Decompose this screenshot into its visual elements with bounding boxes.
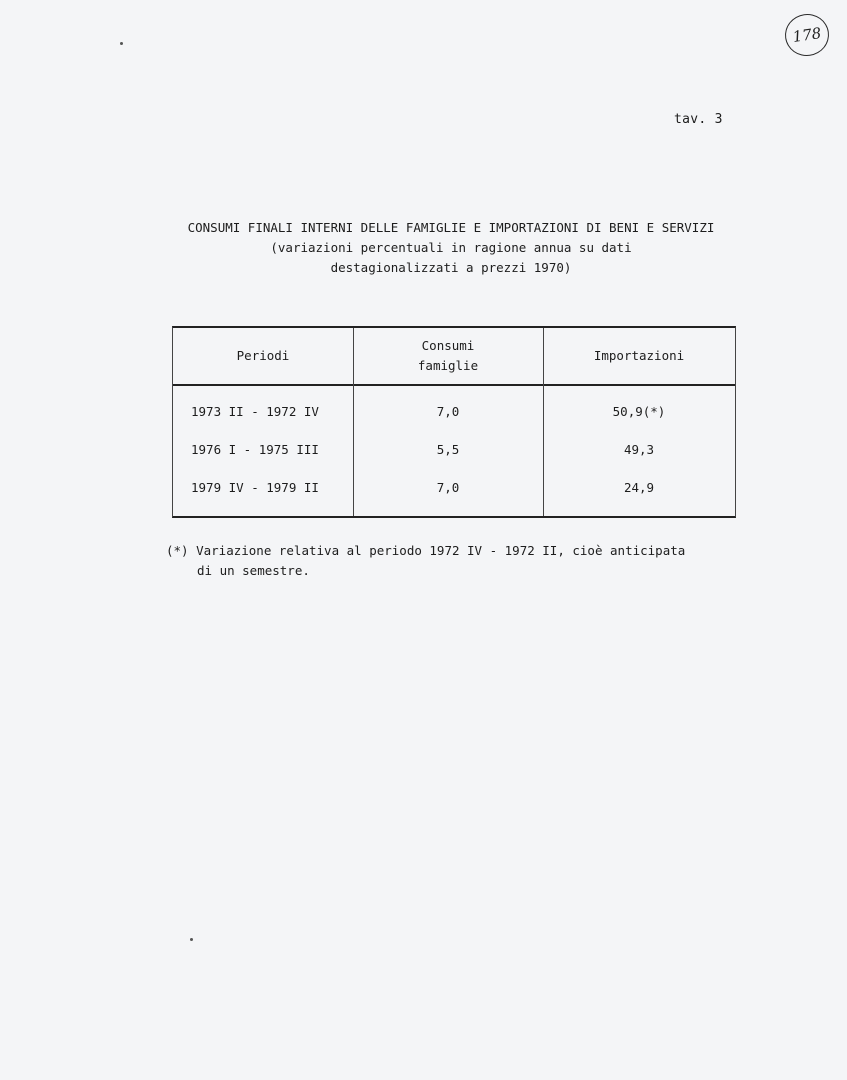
table-number: tav. 3 — [674, 112, 723, 127]
row-period: 1979 IV - 1979 II — [191, 480, 319, 495]
row-consumi: 7,0 — [436, 404, 460, 419]
header-consumi-line1: Consumi — [421, 338, 475, 353]
footnote — [166, 541, 746, 581]
title-line-2: (variazioni percentuali in ragione annua su dati — [270, 240, 632, 255]
header-consumi-line2: famiglie — [417, 358, 479, 373]
header-consumi — [353, 336, 543, 376]
page-number-stamp — [782, 11, 831, 59]
header-periodi: Periodi — [236, 348, 290, 363]
paper-speck — [190, 938, 193, 941]
footnote-line-1: (*) Variazione relativa al periodo 1972 IV - 1972 II, cioè anticipata — [166, 543, 686, 558]
header-importazioni: Importazioni — [593, 348, 685, 363]
paper-speck — [120, 42, 123, 45]
row-consumi: 7,0 — [436, 480, 460, 495]
data-table — [172, 326, 736, 518]
stamp-number: 178 — [791, 24, 823, 46]
footnote-line-2: di un semestre. — [197, 563, 310, 578]
table-title — [168, 218, 734, 278]
row-importazioni: 49,3 — [623, 442, 655, 457]
table-header — [173, 328, 735, 386]
row-importazioni: 50,9(*) — [612, 404, 666, 419]
row-period: 1976 I - 1975 III — [191, 442, 319, 457]
row-consumi: 5,5 — [436, 442, 460, 457]
title-line-1: CONSUMI FINALI INTERNI DELLE FAMIGLIE E IMPORTAZIONI DI BENI E SERVIZI — [187, 220, 715, 235]
row-period: 1973 II - 1972 IV — [191, 404, 319, 419]
title-line-3: destagionalizzati a prezzi 1970) — [330, 260, 572, 275]
row-importazioni: 24,9 — [623, 480, 655, 495]
